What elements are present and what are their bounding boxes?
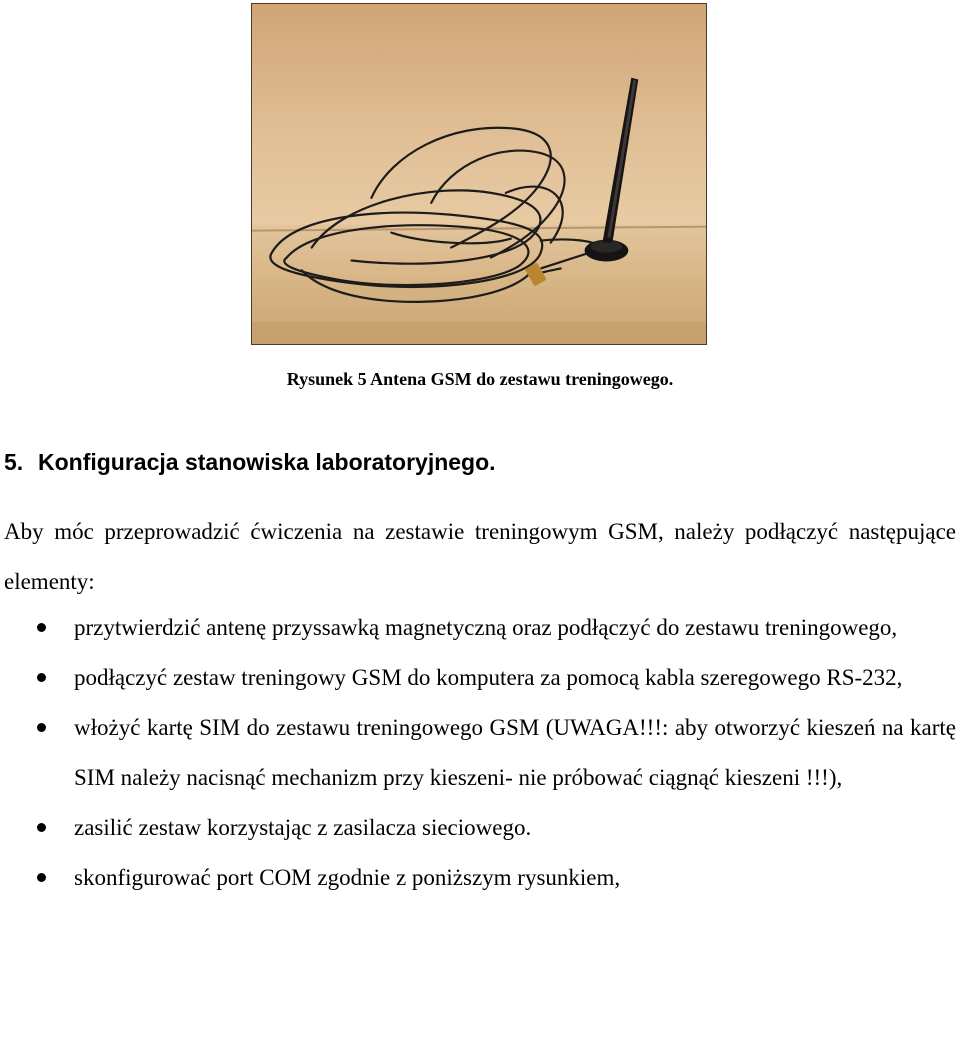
antenna-photo (251, 3, 707, 345)
list-item-text: przytwierdzić antenę przyssawką magnetyczną oraz podłączyć do zestawu treningowego, (74, 615, 898, 640)
section-title: Konfiguracja stanowiska laboratoryjnego. (38, 449, 496, 475)
list-item-text: skonfigurować port COM zgodnie z poniższym rysunkiem, (74, 865, 621, 890)
bullet-icon (37, 873, 46, 882)
bullet-icon (37, 623, 46, 632)
list-item (0, 703, 960, 803)
bullet-icon (37, 823, 46, 832)
section-heading (4, 449, 496, 476)
list-item-text: podłączyć zestaw treningowy GSM do komputera za pomocą kabla szeregowego RS-232, (74, 665, 903, 690)
bullet-icon (37, 673, 46, 682)
figure-caption: Rysunek 5 Antena GSM do zestawu treningowego. (286, 369, 674, 389)
list-item (0, 853, 960, 903)
list-item (0, 653, 960, 703)
section-number: 5. (4, 449, 24, 475)
list-item (0, 803, 960, 853)
bullet-list (0, 603, 960, 903)
list-item-text: włożyć kartę SIM do zestawu treningowego GSM (UWAGA!!!: aby otworzyć kieszeń na kartę SIM należy nacisnąć mechanizm przy kieszeni- nie próbować ciągnąć kieszeni !!!), (74, 715, 956, 790)
intro-paragraph: Aby móc przeprowadzić ćwiczenia na zestawie treningowym GSM, należy podłączyć następujące elementy: (4, 519, 956, 594)
gsm-antenna-photo-icon (252, 4, 706, 344)
list-item (0, 603, 960, 653)
list-item-text: zasilić zestaw korzystając z zasilacza sieciowego. (74, 815, 532, 840)
bullet-icon (37, 723, 46, 732)
